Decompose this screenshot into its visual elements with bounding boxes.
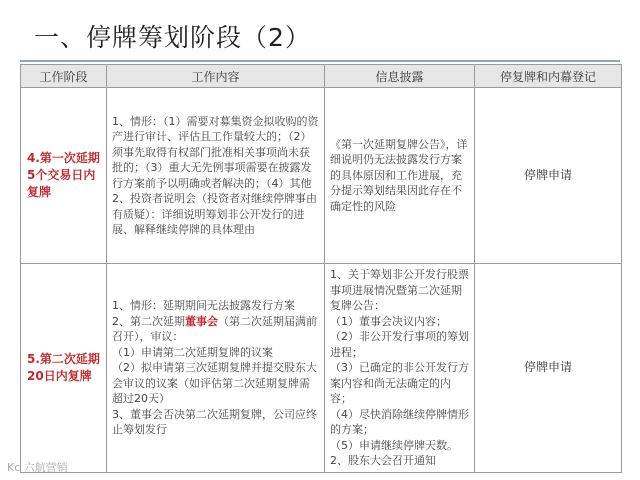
header-content: 工作内容 xyxy=(107,65,325,88)
header-status: 停复牌和内幕登记 xyxy=(475,65,622,88)
content-text: 2、第二次延期 xyxy=(112,314,185,328)
table-header-row xyxy=(21,65,622,88)
disclosure-cell xyxy=(325,264,475,473)
disclosure-item: 1、关于筹划非公开发行股票事项进展情况暨第二次延期复牌公告： xyxy=(330,268,469,312)
stage-cell: 4.第一次延期5个交易日内复牌 xyxy=(21,88,107,264)
table-row xyxy=(21,88,622,264)
stage-table xyxy=(20,64,622,473)
table-row xyxy=(21,264,622,473)
highlight-board: 董事会 xyxy=(185,314,218,328)
content-item: 1、情形：（1）需要对募集资金拟收购的资产进行审计、评估且工作量较大的；（2）须事先取得有权部门批准相关事项尚未获批的；（3）重大无先例事项需要在披露发行方案前予以明确或者解决的；（4）其他 xyxy=(112,114,319,190)
disclosure-item: （2）非公开发行事项的筹划进程； xyxy=(330,330,469,359)
disclosure-item: 2、股东大会召开通知 xyxy=(330,454,436,467)
disclosure-item: （5）申请继续停牌天数。 xyxy=(330,438,458,452)
disclosure-item: （1）董事会决议内容； xyxy=(330,314,447,328)
page-title: 一、停牌筹划阶段（2） xyxy=(34,23,311,52)
content-item: 3、董事会否决第二次延期复牌，公司应终止筹划发行 xyxy=(112,407,317,436)
stage-cell: 5.第二次延期20日内复牌 xyxy=(21,264,107,473)
content-cell xyxy=(107,264,325,473)
disclosure-item: （4）尽快消除继续停牌情形的方案； xyxy=(330,407,469,436)
disclosure-cell: 《第一次延期复牌公告》，详细说明仍无法披露发行方案的具体原因和工作进展，充分提示筹划结果因此存在不确定性的风险 xyxy=(325,88,475,264)
content-item: 1、情形：延期期间无法披露发行方案 xyxy=(112,299,295,312)
content-item: （1）申请第二次延期复牌的议案 xyxy=(112,345,273,359)
status-cell: 停牌申请 xyxy=(475,88,622,264)
content-item: 2、投资者说明会（投资者对继续停牌事由有质疑）：详细说明筹划非公开发行的进展、解释继续停牌的具体理由 xyxy=(112,192,317,236)
content-cell xyxy=(107,88,325,264)
content-item: （2）拟申请第三次延期复牌并提交股东大会审议的议案（如评估第二次延期复牌需超过20天） xyxy=(112,361,317,405)
header-stage: 工作阶段 xyxy=(21,65,107,88)
content-item xyxy=(112,314,319,345)
status-cell: 停牌申请 xyxy=(475,264,622,473)
watermark-logo: Kc 六航营销 xyxy=(7,461,68,474)
header-disclosure: 信息披露 xyxy=(325,65,475,88)
disclosure-item: （3）已确定的非公开发行方案内容和尚无法确定的内容； xyxy=(330,361,469,405)
title-underline xyxy=(20,60,620,62)
content-text: （第二次延期届满前召开），审议： xyxy=(112,314,317,343)
